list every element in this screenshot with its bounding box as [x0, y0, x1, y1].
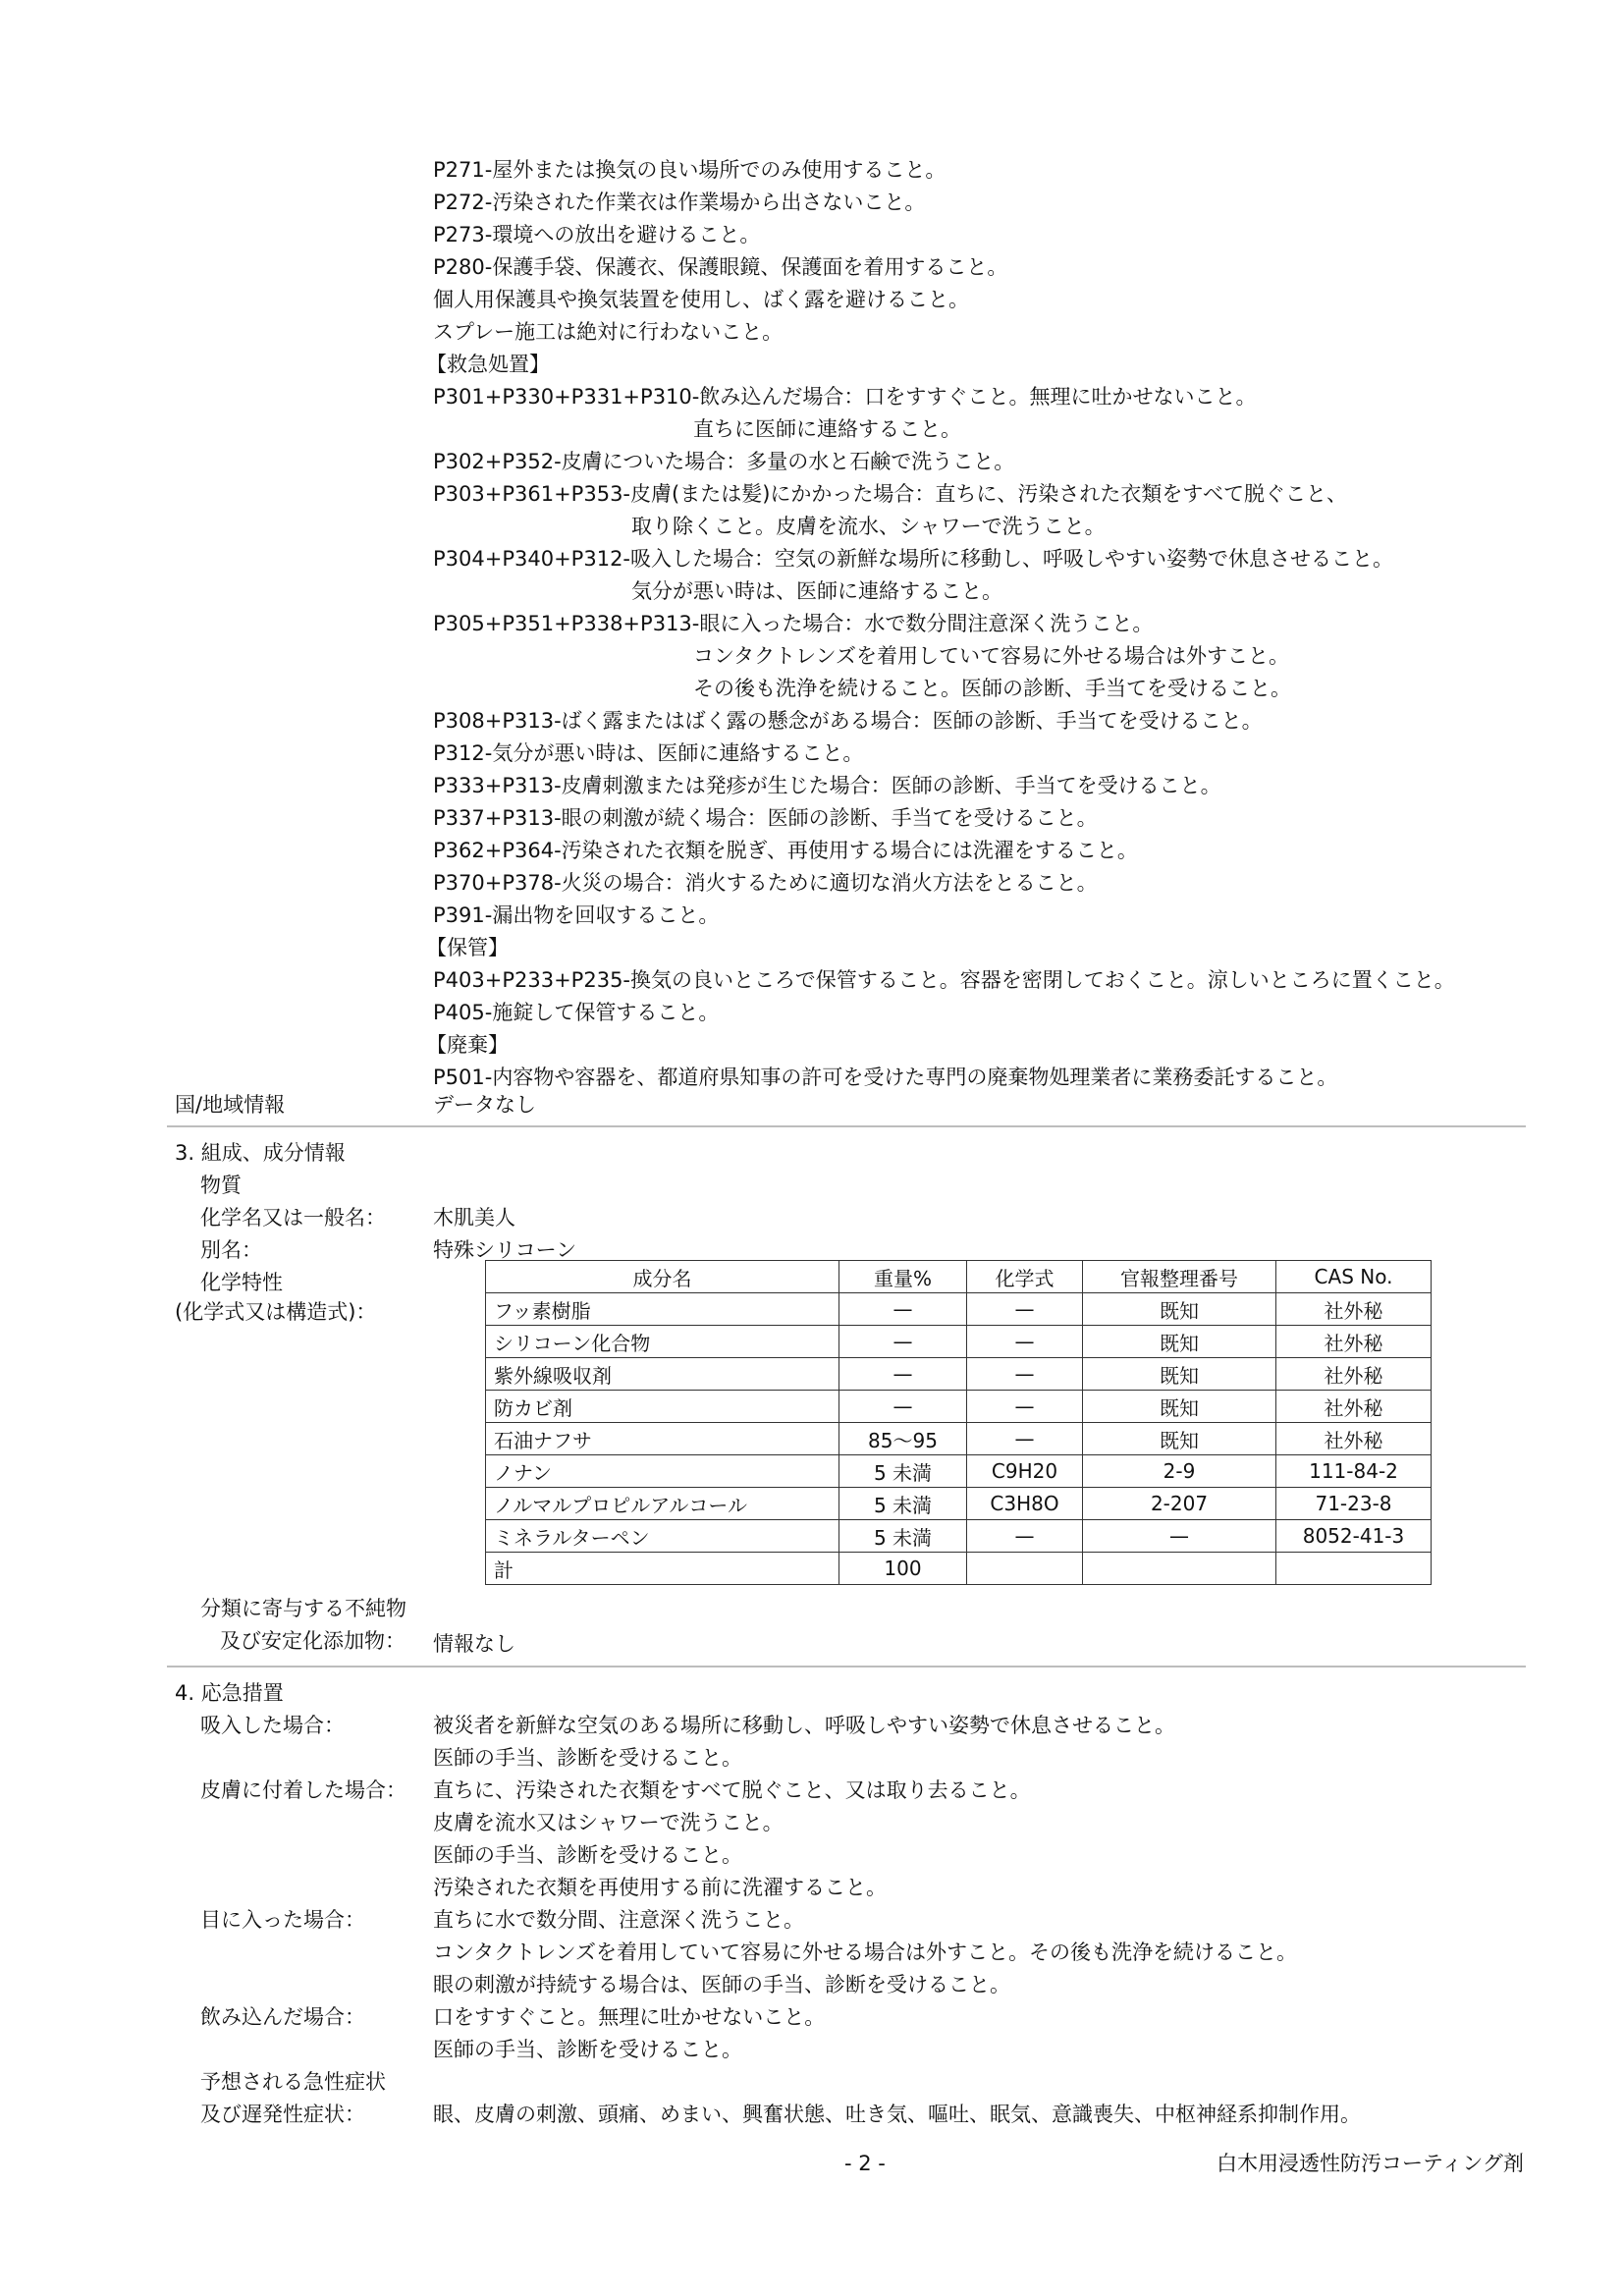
cell-gazette: —: [1083, 1520, 1276, 1553]
precaution-line: P272-汚染された作業衣は作業場から出さないこと。: [433, 191, 926, 214]
chem-formula-label: (化学式又は構造式)：: [175, 1300, 377, 1324]
header-component-name: 成分名: [486, 1261, 839, 1293]
first-aid-line: P312-気分が悪い時は、医師に連絡すること。: [433, 741, 864, 765]
precaution-line: P280-保護手袋、保護衣、保護眼鏡、保護面を着用すること。: [433, 255, 1008, 279]
cell-gazette: 2-9: [1083, 1455, 1276, 1488]
cell-name: 石油ナフサ: [486, 1423, 839, 1455]
storage-line: P403+P233+P235-換気の良いところで保管すること。容器を密閉しておくこと。涼しいところに置くこと。: [433, 968, 1455, 992]
disposal-heading: 【廃棄】: [426, 1033, 509, 1057]
precaution-line: スプレー施工は絶対に行わないこと。: [433, 320, 784, 344]
cell-name: ミネラルターペン: [486, 1520, 839, 1553]
ingestion-label: 飲み込んだ場合：: [200, 2005, 365, 2029]
cell-weight: —: [839, 1293, 967, 1326]
table-total-row: [486, 1553, 1432, 1585]
first-aid-line: P308+P313-ばく露またはばく露の懸念がある場合：医師の診断、手当てを受けること。: [433, 709, 1263, 733]
regional-value: データなし: [433, 1093, 536, 1117]
eye-line: コンタクトレンズを着用していて容易に外せる場合は外すこと。その後も洗浄を続けること。: [433, 1941, 1298, 1964]
section3-title: 3. 組成、成分情報: [175, 1141, 346, 1165]
first-aid-heading: 【救急処置】: [426, 353, 550, 376]
cell-cas: 8052-41-3: [1276, 1520, 1432, 1553]
cell-cas: 111-84-2: [1276, 1455, 1432, 1488]
first-aid-line: P333+P313-皮膚刺激または発疹が生じた場合：医師の診断、手当てを受けること。: [433, 774, 1221, 797]
cell-name: フッ素樹脂: [486, 1293, 839, 1326]
cell-formula: C3H8O: [967, 1488, 1083, 1520]
cell-weight: —: [839, 1358, 967, 1391]
first-aid-line: 直ちに医師に連絡すること。: [693, 417, 961, 441]
table-row: [486, 1391, 1432, 1423]
skin-line: 汚染された衣類を再使用する前に洗濯すること。: [433, 1876, 887, 1899]
cell-weight: 5 未満: [839, 1520, 967, 1553]
ingestion-line: 口をすすぐこと。無理に吐かせないこと。: [433, 2005, 826, 2029]
header-weight: 重量%: [839, 1261, 967, 1293]
table-row: [486, 1488, 1432, 1520]
header-gazette-number: 官報整理番号: [1083, 1261, 1276, 1293]
cell-cas: 社外秘: [1276, 1358, 1432, 1391]
skin-line: 医師の手当、診断を受けること。: [433, 1843, 742, 1867]
header-cas-no: CAS No.: [1276, 1261, 1432, 1293]
table-header-row: [486, 1261, 1432, 1293]
first-aid-line: P302+P352-皮膚についた場合：多量の水と石鹸で洗うこと。: [433, 450, 1015, 473]
substance-label: 物質: [200, 1174, 242, 1197]
cell-gazette: 既知: [1083, 1358, 1276, 1391]
skin-label: 皮膚に付着した場合：: [200, 1778, 406, 1802]
inhalation-label: 吸入した場合：: [200, 1714, 345, 1737]
symptoms-value: 眼、皮膚の刺激、頭痛、めまい、興奮状態、吐き気、嘔吐、眠気、意識喪失、中枢神経系抑制作用。: [433, 2103, 1361, 2126]
impurities-label-2: 及び安定化添加物：: [220, 1629, 406, 1653]
cell-gazette: [1083, 1553, 1276, 1585]
inhalation-line: 医師の手当、診断を受けること。: [433, 1746, 742, 1770]
product-name: 白木用浸透性防汚コーティング剤: [1217, 2152, 1524, 2175]
cell-cas: 71-23-8: [1276, 1488, 1432, 1520]
cell-weight: —: [839, 1326, 967, 1358]
regional-label: 国/地域情報: [175, 1093, 286, 1117]
first-aid-line: 気分が悪い時は、医師に連絡すること。: [631, 579, 1002, 603]
table-row: [486, 1358, 1432, 1391]
first-aid-line: コンタクトレンズを着用していて容易に外せる場合は外すこと。: [693, 644, 1290, 668]
first-aid-line: 取り除くこと。皮膚を流水、シャワーで洗うこと。: [631, 515, 1106, 538]
first-aid-line: P391-漏出物を回収すること。: [433, 903, 720, 927]
precaution-line: P271-屋外または換気の良い場所でのみ使用すること。: [433, 158, 947, 182]
table-row: [486, 1293, 1432, 1326]
first-aid-line: P304+P340+P312-吸入した場合：空気の新鮮な場所に移動し、呼吸しやすい姿勢で休息させること。: [433, 547, 1394, 571]
cell-name: ノナン: [486, 1455, 839, 1488]
impurities-label-1: 分類に寄与する不純物: [200, 1597, 406, 1620]
cell-cas: [1276, 1553, 1432, 1585]
composition-table: [485, 1260, 1432, 1585]
cell-formula: C9H20: [967, 1455, 1083, 1488]
cell-cas: 社外秘: [1276, 1293, 1432, 1326]
first-aid-line: P370+P378-火災の場合：消火するために適切な消火方法をとること。: [433, 871, 1098, 895]
precaution-line: P273-環境への放出を避けること。: [433, 223, 761, 246]
cell-gazette: 2-207: [1083, 1488, 1276, 1520]
precaution-line: 個人用保護具や換気装置を使用し、ばく露を避けること。: [433, 288, 969, 311]
cell-formula: —: [967, 1326, 1083, 1358]
cell-gazette: 既知: [1083, 1293, 1276, 1326]
cell-weight: 5 未満: [839, 1488, 967, 1520]
impurities-value: 情報なし: [433, 1632, 515, 1656]
eye-line: 眼の刺激が持続する場合は、医師の手当、診断を受けること。: [433, 1973, 1010, 1996]
cell-name: 計: [486, 1553, 839, 1585]
disposal-line: P501-内容物や容器を、都道府県知事の許可を受けた専門の廃棄物処理業者に業務委託すること。: [433, 1066, 1338, 1089]
table-row: [486, 1326, 1432, 1358]
cell-gazette: 既知: [1083, 1423, 1276, 1455]
cell-name: シリコーン化合物: [486, 1326, 839, 1358]
table-row: [486, 1423, 1432, 1455]
cell-cas: 社外秘: [1276, 1423, 1432, 1455]
first-aid-line: P303+P361+P353-皮膚(または髪)にかかった場合：直ちに、汚染された衣類をすべて脱ぐこと、: [433, 482, 1347, 506]
table-row: [486, 1520, 1432, 1553]
cell-weight: 85～95: [839, 1423, 967, 1455]
header-formula: 化学式: [967, 1261, 1083, 1293]
eye-label: 目に入った場合：: [200, 1908, 365, 1932]
page-number: - 2 -: [844, 2152, 886, 2175]
cell-formula: —: [967, 1358, 1083, 1391]
first-aid-line: P337+P313-眼の刺激が続く場合：医師の診断、手当てを受けること。: [433, 806, 1098, 830]
chem-props-label: 化学特性: [200, 1271, 283, 1294]
table-row: [486, 1455, 1432, 1488]
inhalation-line: 被災者を新鮮な空気のある場所に移動し、呼吸しやすい姿勢で休息させること。: [433, 1714, 1175, 1737]
cell-formula: [967, 1553, 1083, 1585]
first-aid-line: P301+P330+P331+P310-飲み込んだ場合：口をすすぐこと。無理に吐かせないこと。: [433, 385, 1257, 409]
symptoms-label-1: 予想される急性症状: [200, 2070, 386, 2094]
symptoms-label-2: 及び遅発性症状：: [200, 2103, 365, 2126]
section4-title: 4. 応急措置: [175, 1681, 284, 1705]
skin-line: 皮膚を流水又はシャワーで洗うこと。: [433, 1811, 784, 1834]
first-aid-line: その後も洗浄を続けること。医師の診断、手当てを受けること。: [693, 677, 1291, 700]
cell-weight: 5 未満: [839, 1455, 967, 1488]
cell-gazette: 既知: [1083, 1391, 1276, 1423]
eye-line: 直ちに水で数分間、注意深く洗うこと。: [433, 1908, 804, 1932]
cell-cas: 社外秘: [1276, 1326, 1432, 1358]
first-aid-line: P305+P351+P338+P313-眼に入った場合：水で数分間注意深く洗うこと。: [433, 612, 1154, 635]
cell-name: ノルマルプロピルアルコール: [486, 1488, 839, 1520]
cell-weight: 100: [839, 1553, 967, 1585]
cell-cas: 社外秘: [1276, 1391, 1432, 1423]
chem-name-value: 木肌美人: [433, 1206, 515, 1230]
storage-heading: 【保管】: [426, 936, 509, 959]
cell-formula: —: [967, 1520, 1083, 1553]
section-divider: [167, 1125, 1526, 1127]
cell-formula: —: [967, 1391, 1083, 1423]
cell-gazette: 既知: [1083, 1326, 1276, 1358]
alias-value: 特殊シリコーン: [433, 1238, 577, 1262]
skin-line: 直ちに、汚染された衣類をすべて脱ぐこと、又は取り去ること。: [433, 1778, 1031, 1802]
cell-weight: —: [839, 1391, 967, 1423]
cell-formula: —: [967, 1423, 1083, 1455]
cell-name: 防カビ剤: [486, 1391, 839, 1423]
alias-label: 別名：: [200, 1238, 262, 1262]
section-divider: [167, 1666, 1526, 1667]
cell-name: 紫外線吸収剤: [486, 1358, 839, 1391]
first-aid-line: P362+P364-汚染された衣類を脱ぎ、再使用する場合には洗濯をすること。: [433, 839, 1138, 862]
storage-line: P405-施錠して保管すること。: [433, 1001, 720, 1024]
ingestion-line: 医師の手当、診断を受けること。: [433, 2038, 742, 2061]
chem-name-label: 化学名又は一般名：: [200, 1206, 386, 1230]
cell-formula: —: [967, 1293, 1083, 1326]
